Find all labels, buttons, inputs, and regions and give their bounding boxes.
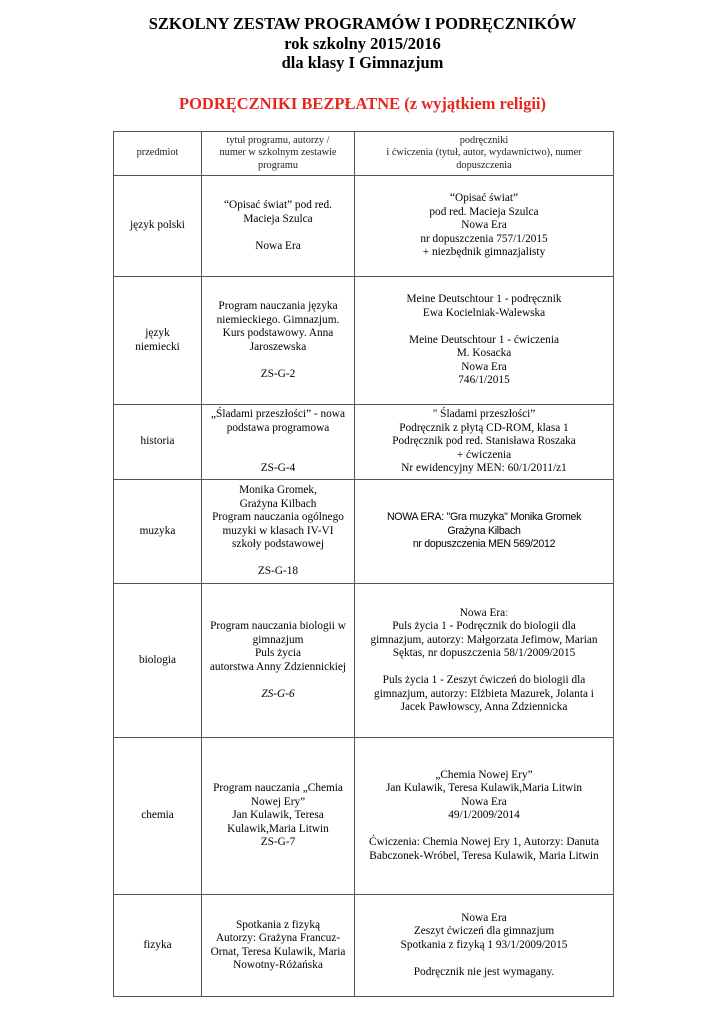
- program-cell: Monika Gromek, Grażyna Kilbach Program nauczania ogólnego muzyki w klasach IV-VI szkoły podstawowej ZS-G-18: [202, 480, 355, 584]
- subject-cell: język niemiecki: [114, 277, 202, 405]
- column-header-subject: przedmiot: [114, 132, 202, 176]
- program-cell: “Opisać świat” pod red. Macieja Szulca Nowa Era: [202, 176, 355, 277]
- column-header-books: podręczniki i ćwiczenia (tytuł, autor, wydawnictwo), numer dopuszczenia: [355, 132, 614, 176]
- table-row: [114, 277, 614, 405]
- subject-cell: biologia: [114, 584, 202, 738]
- books-text: Puls życia 1 - Podręcznik do biologii dla gimnazjum, autorzy: Małgorzata Jefimow, Marian Sęktas, nr dopuszczenia 58/1/2009/2015 Puls życia 1 - Zeszyt ćwiczeń do biologii dla gimnazjum, autorzy: Elżbieta Mazurek, Jolanta i Jacek Pawłowscy, Anna Zdziennicka: [370, 620, 598, 713]
- class-level: dla klasy I Gimnazjum: [281, 53, 444, 72]
- books-cell: [355, 584, 614, 738]
- publisher-name: Nowa Era: [459, 606, 506, 619]
- table-row: [114, 584, 614, 738]
- free-textbooks-subtitle: PODRĘCZNIKI BEZPŁATNE (z wyjątkiem religii): [179, 94, 546, 113]
- school-year: rok szkolny 2015/2016: [284, 33, 441, 53]
- document-header: [0, 14, 725, 73]
- table-row: [114, 738, 614, 895]
- textbook-table: [113, 131, 614, 997]
- subject-cell: fizyka: [114, 895, 202, 997]
- publisher-colon: :: [505, 606, 509, 619]
- table-header-row: [114, 132, 614, 176]
- document-title: SZKOLNY ZESTAW PROGRAMÓW I PODRĘCZNIKÓW: [148, 14, 577, 33]
- subject-cell: historia: [114, 405, 202, 480]
- table-row: [114, 176, 614, 277]
- program-cell: [202, 584, 355, 738]
- subject-cell: język polski: [114, 176, 202, 277]
- subject-cell: chemia: [114, 738, 202, 895]
- books-cell: Meine Deutschtour 1 - podręcznik Ewa Kocielniak-Walewska Meine Deutschtour 1 - ćwiczenia M. Kosacka Nowa Era 746/1/2015: [355, 277, 614, 405]
- table-row: [114, 480, 614, 584]
- program-cell: Program nauczania „Chemia Nowej Ery” Jan Kulawik, Teresa Kulawik,Maria Litwin ZS-G-7: [202, 738, 355, 895]
- program-cell: Program nauczania języka niemieckiego. Gimnazjum. Kurs podstawowy. Anna Jaroszewska ZS-G-2: [202, 277, 355, 405]
- books-cell: NOWA ERA: "Gra muzyka" Monika Gromek Grażyna Kilbach nr dopuszczenia MEN 569/2012: [355, 480, 614, 584]
- program-code: ZS-G-6: [261, 687, 295, 700]
- books-cell: „Chemia Nowej Ery” Jan Kulawik, Teresa Kulawik,Maria Litwin Nowa Era 49/1/2009/2014 Ćwiczenia: Chemia Nowej Ery 1, Autorzy: Danuta Babczonek-Wróbel, Teresa Kulawik, Maria Litwin: [355, 738, 614, 895]
- program-cell: „Śladami przeszłości” - nowa podstawa programowa ZS-G-4: [202, 405, 355, 480]
- program-text: Program nauczania biologii w gimnazjum Puls życia autorstwa Anny Zdziennickiej: [209, 620, 347, 673]
- books-cell: " Śladami przeszłości” Podręcznik z płytą CD-ROM, klasa 1 Podręcznik pod red. Stanisława Roszaka + ćwiczenia Nr ewidencyjny MEN: 60/1/2011/z1: [355, 405, 614, 480]
- column-header-program: tytuł programu, autorzy / numer w szkolnym zestawie programu: [202, 132, 355, 176]
- books-cell: Nowa Era Zeszyt ćwiczeń dla gimnazjum Spotkania z fizyką 1 93/1/2009/2015 Podręcznik nie jest wymagany.: [355, 895, 614, 997]
- books-cell: “Opisać świat” pod red. Macieja Szulca Nowa Era nr dopuszczenia 757/1/2015 + niezbędnik gimnazjalisty: [355, 176, 614, 277]
- table-row: [114, 405, 614, 480]
- subject-cell: muzyka: [114, 480, 202, 584]
- table-row: [114, 895, 614, 997]
- program-cell: Spotkania z fizyką Autorzy: Grażyna Francuz- Ornat, Teresa Kulawik, Maria Nowotny-Różańska: [202, 895, 355, 997]
